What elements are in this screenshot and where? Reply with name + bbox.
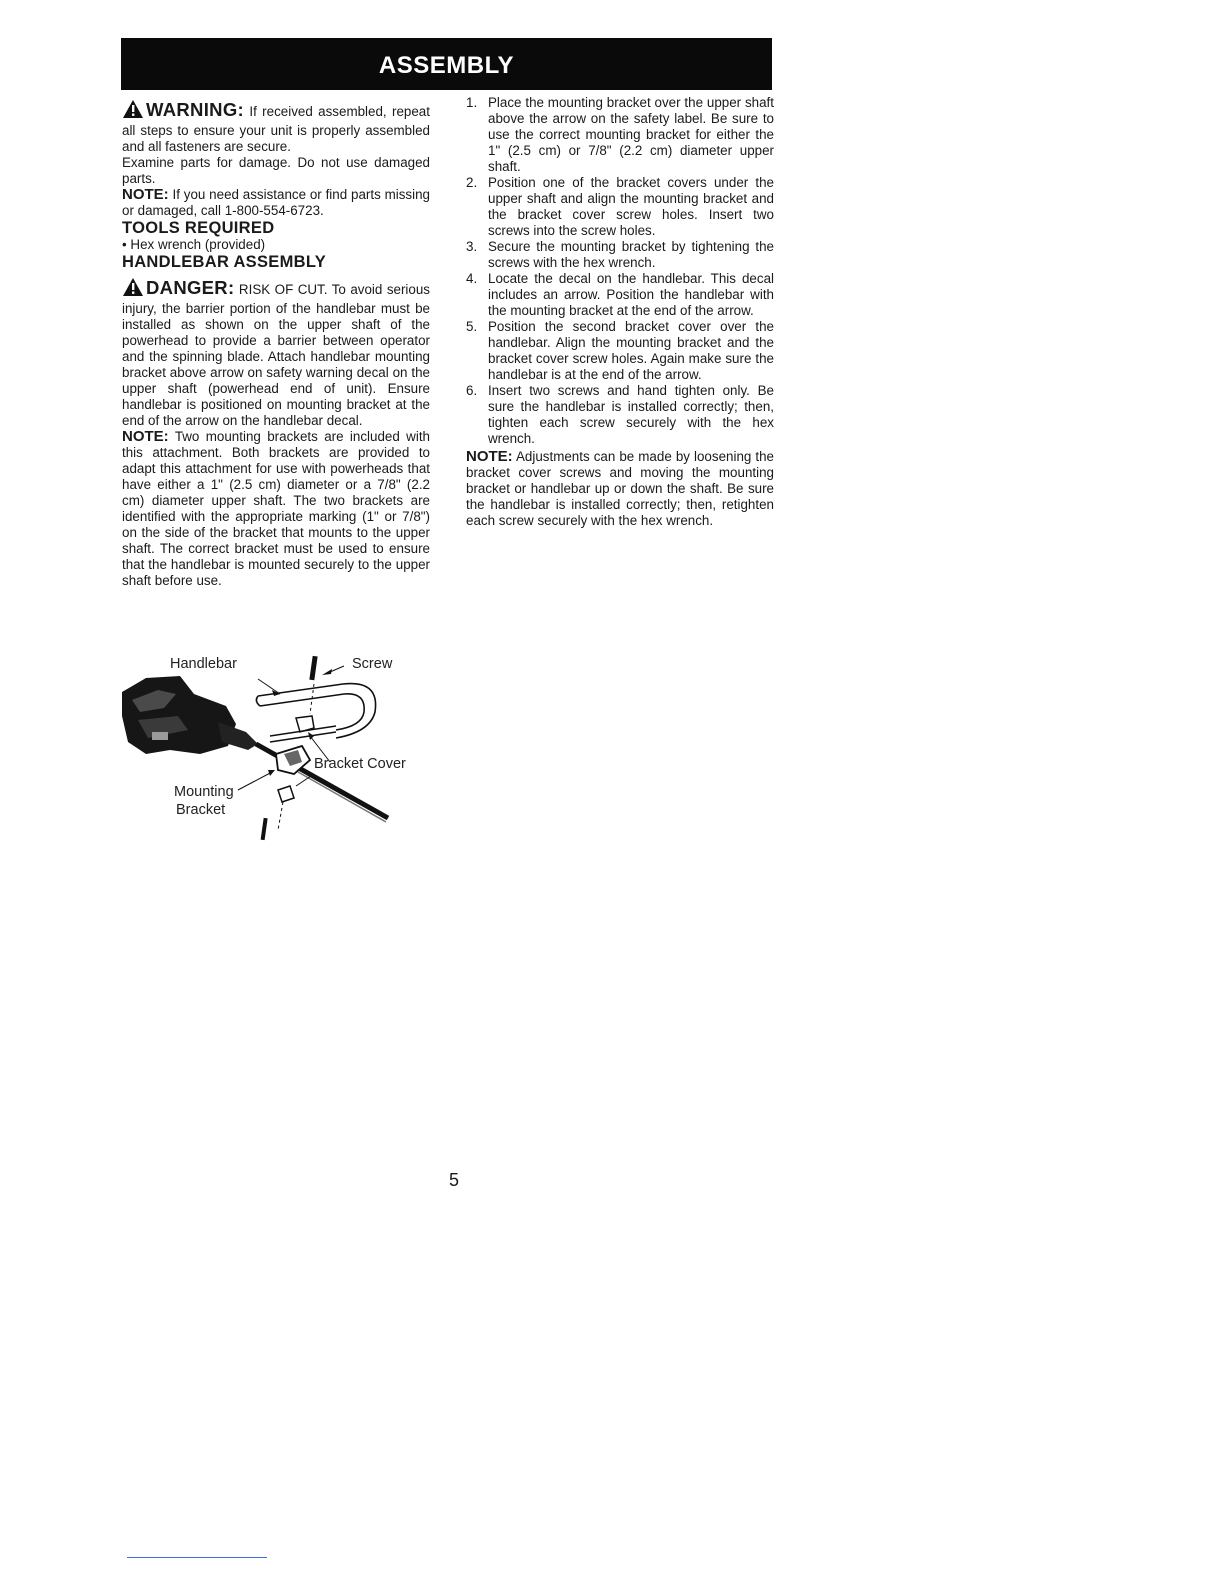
- step-number: 1.: [466, 95, 478, 110]
- label-bracket-cover: Bracket Cover: [314, 756, 406, 772]
- note-label: NOTE:: [122, 186, 169, 203]
- note-adjustments: [466, 449, 774, 529]
- step-number: 6.: [466, 383, 478, 398]
- danger-label: DANGER:: [146, 277, 235, 298]
- assembly-steps: [466, 95, 774, 447]
- step-number: 2.: [466, 175, 478, 190]
- step-text: Locate the decal on the handlebar. This decal includes an arrow. Position the handlebar with the mounting bracket at the end of the arrow.: [488, 271, 774, 318]
- list-item: [466, 175, 774, 239]
- note-assistance-text: If you need assistance or find parts missing or damaged, call 1-800-554-6723.: [122, 187, 430, 218]
- note-adjustments-text: Adjustments can be made by loosening the bracket cover screws and moving the mounting bracket or handlebar up or down the shaft. Be sure the handlebar is installed correctly; then, retighten each screw securely with the hex wrench.: [466, 449, 774, 528]
- step-text: Place the mounting bracket over the upper shaft above the arrow on the safety label. Be sure to use the correct mounting bracket for either the 1" (2.5 cm) or 7/8" (2.2 cm) diameter upper shaft.: [488, 95, 774, 174]
- label-handlebar: Handlebar: [170, 656, 237, 672]
- warning-paragraph: [122, 99, 430, 155]
- step-text: Position one of the bracket covers under the upper shaft and align the mounting bracket and the bracket cover screw holes. Insert two screws into the screw holes.: [488, 175, 774, 238]
- handlebar-heading: HANDLEBAR ASSEMBLY: [122, 253, 327, 271]
- note-label: NOTE:: [122, 428, 169, 445]
- label-mounting: Mounting: [174, 784, 234, 800]
- handlebar-assembly-figure: [118, 650, 428, 845]
- label-bracket: Bracket: [176, 802, 226, 818]
- list-item: [466, 319, 774, 383]
- list-item: [466, 271, 774, 319]
- page-number: 5: [449, 1170, 460, 1190]
- danger-triangle-icon: [122, 277, 144, 301]
- note-brackets: [122, 429, 430, 589]
- step-text: Position the second bracket cover over the handlebar. Align the mounting bracket and the bracket cover screw holes. Again make sure the handlebar is at the end of the arrow.: [488, 319, 774, 382]
- warning-label: WARNING:: [146, 99, 244, 120]
- danger-paragraph: [122, 277, 430, 429]
- assembly-illustration: [118, 650, 428, 845]
- tools-heading: TOOLS REQUIRED: [122, 219, 275, 237]
- step-text: Secure the mounting bracket by tightening the screws with the hex wrench.: [488, 239, 774, 270]
- step-number: 4.: [466, 271, 478, 286]
- note-label: NOTE:: [466, 448, 513, 465]
- label-screw: Screw: [352, 656, 393, 672]
- examine-paragraph: Examine parts for damage. Do not use damaged parts.: [122, 155, 430, 186]
- list-item: [466, 95, 774, 175]
- note-brackets-text: Two mounting brackets are included with this attachment. Both brackets are provided to adapt this attachment for use with powerheads that have either a 1" (2.5 cm) diameter or a 7/8" (2.2 cm) diameter upper shaft. The two brackets are identified with the appropriate marking (1" or 7/8") on the side of the bracket that mounts to the upper shaft. The correct bracket must be used to ensure that the handlebar is mounted securely to the upper shaft before use.: [122, 429, 430, 588]
- step-number: 5.: [466, 319, 478, 334]
- step-number: 3.: [466, 239, 478, 254]
- warning-text: If received assembled, repeat all steps to ensure your unit is properly assembled and all fasteners are secure.: [122, 104, 430, 154]
- step-text: Insert two screws and hand tighten only. Be sure the handlebar is installed correctly; then, tighten each screw securely with the hex wrench.: [488, 383, 774, 446]
- warning-triangle-icon: [122, 99, 144, 123]
- footer-rule: [127, 1557, 267, 1558]
- section-title: ASSEMBLY: [378, 52, 515, 79]
- right-column: [466, 95, 774, 529]
- note-assistance: [122, 187, 430, 219]
- danger-text: RISK OF CUT. To avoid serious injury, the barrier portion of the handlebar must be installed as shown on the upper shaft of the powerhead to provide a barrier between operator and the spinning blade. Attach handlebar mounting bracket above arrow on safety warning decal on the upper shaft (powerhead end of unit). Ensure handlebar is positioned on mounting bracket at the end of the arrow on the handlebar decal.: [122, 282, 430, 428]
- left-column: [122, 99, 430, 589]
- tools-item: • Hex wrench (provided): [122, 237, 266, 252]
- section-header: [121, 38, 772, 90]
- list-item: [466, 239, 774, 271]
- list-item: [466, 383, 774, 447]
